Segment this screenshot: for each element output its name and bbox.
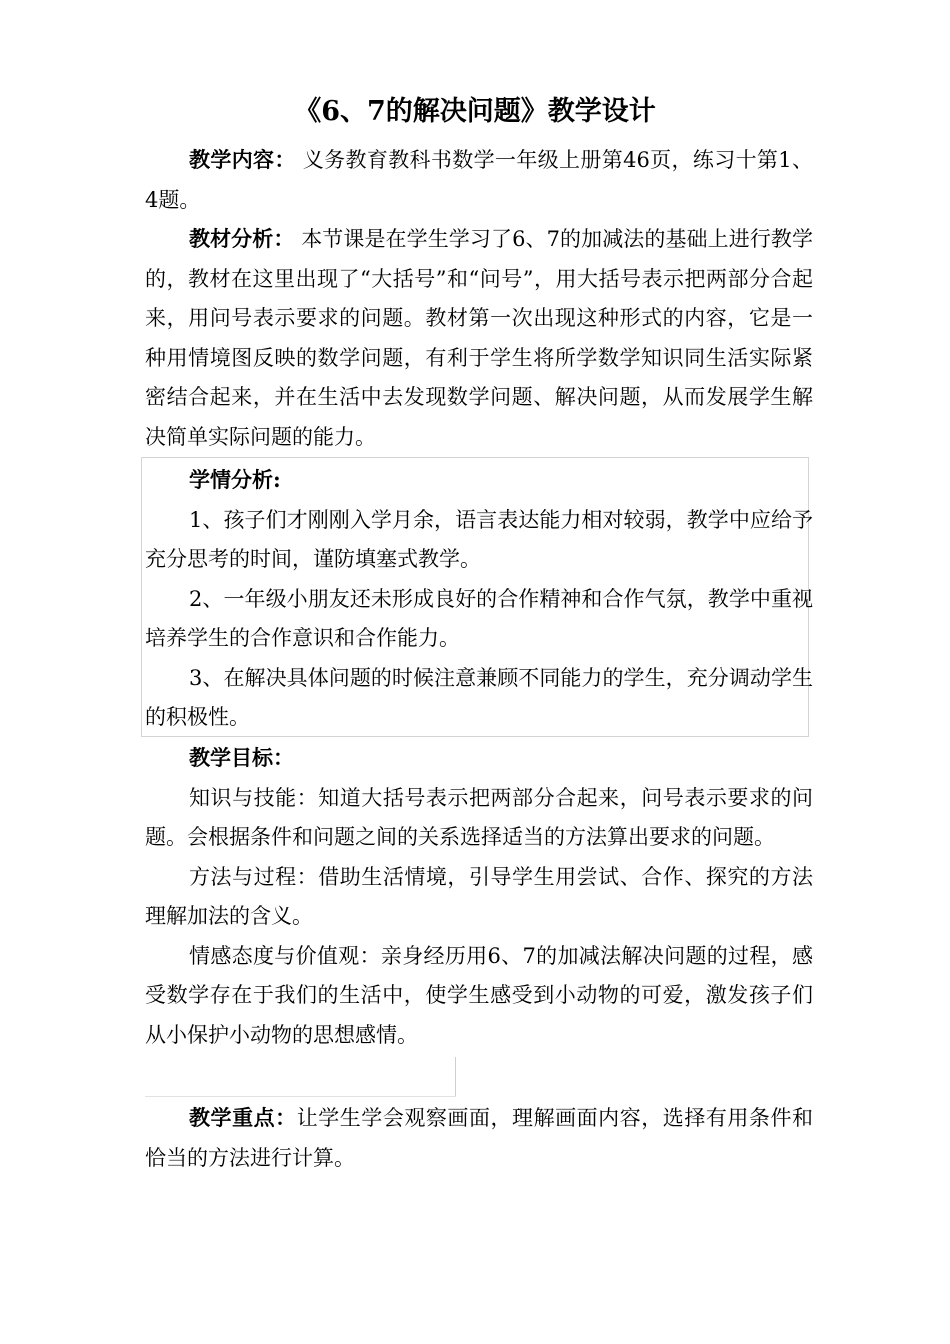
section-key-points bbox=[145, 1098, 813, 1178]
edit-mark-horizontal bbox=[145, 1096, 456, 1097]
analysis-label: 教材分析： bbox=[189, 226, 295, 251]
content-label: 教学内容： bbox=[189, 147, 296, 172]
analysis-text: 本节课是在学生学习了6、7的加减法的基础上进行教学的，教材在这里出现了“大括号”和“问号”，用大括号表示把两部分合起来，用问号表示要求的问题。教材第一次出现这种形式的内容，它是一种用情境图反映的数学问题，有利于学生将所学数学知识同生活实际紧密结合起来，并在生活中去发现数学问题、解决问题，从而发展学生解决简单实际问题的能力。 bbox=[145, 227, 813, 449]
edit-mark-vertical bbox=[455, 1057, 456, 1097]
section-goals bbox=[145, 738, 813, 1055]
section-students bbox=[145, 460, 813, 738]
students-heading bbox=[145, 460, 813, 501]
students-item: 3、在解决具体问题的时候注意兼顾不同能力的学生，充分调动学生的积极性。 bbox=[145, 665, 813, 729]
goals-label: 教学目标： bbox=[189, 745, 294, 770]
goals-item: 方法与过程：借助生活情境，引导学生用尝试、合作、探究的方法理解加法的含义。 bbox=[145, 864, 813, 928]
goals-item: 情感态度与价值观：亲身经历用6、7的加减法解决问题的过程，感受数学存在于我们的生活中，使学生感受到小动物的可爱，激发孩子们从小保护小动物的思想感情。 bbox=[145, 943, 813, 1047]
key-points-paragraph bbox=[145, 1098, 813, 1178]
section-analysis bbox=[145, 219, 813, 457]
content-paragraph bbox=[145, 140, 813, 220]
content-text: 义务教育教科书数学一年级上册第46页，练习十第1、4题。 bbox=[145, 148, 813, 212]
key-points-text: 让学生学会观察画面，理解画面内容，选择有用条件和恰当的方法进行计算。 bbox=[145, 1106, 814, 1170]
students-item: 2、一年级小朋友还未形成良好的合作精神和合作气氛，教学中重视培养学生的合作意识和合作能力。 bbox=[145, 586, 813, 650]
goals-item: 知识与技能：知道大括号表示把两部分合起来，问号表示要求的问题。会根据条件和问题之间的关系选择适当的方法算出要求的问题。 bbox=[145, 785, 813, 849]
key-points-label: 教学重点： bbox=[189, 1105, 297, 1130]
goals-heading bbox=[145, 738, 813, 779]
section-content bbox=[145, 140, 813, 220]
document-title: 《6、7的解决问题》教学设计 bbox=[294, 96, 656, 127]
students-item: 1、孩子们才刚刚入学月余，语言表达能力相对较弱，教学中应给予充分思考的时间，谨防填塞式教学。 bbox=[145, 507, 813, 571]
analysis-paragraph bbox=[145, 219, 813, 457]
students-label: 学情分析: bbox=[189, 467, 281, 492]
